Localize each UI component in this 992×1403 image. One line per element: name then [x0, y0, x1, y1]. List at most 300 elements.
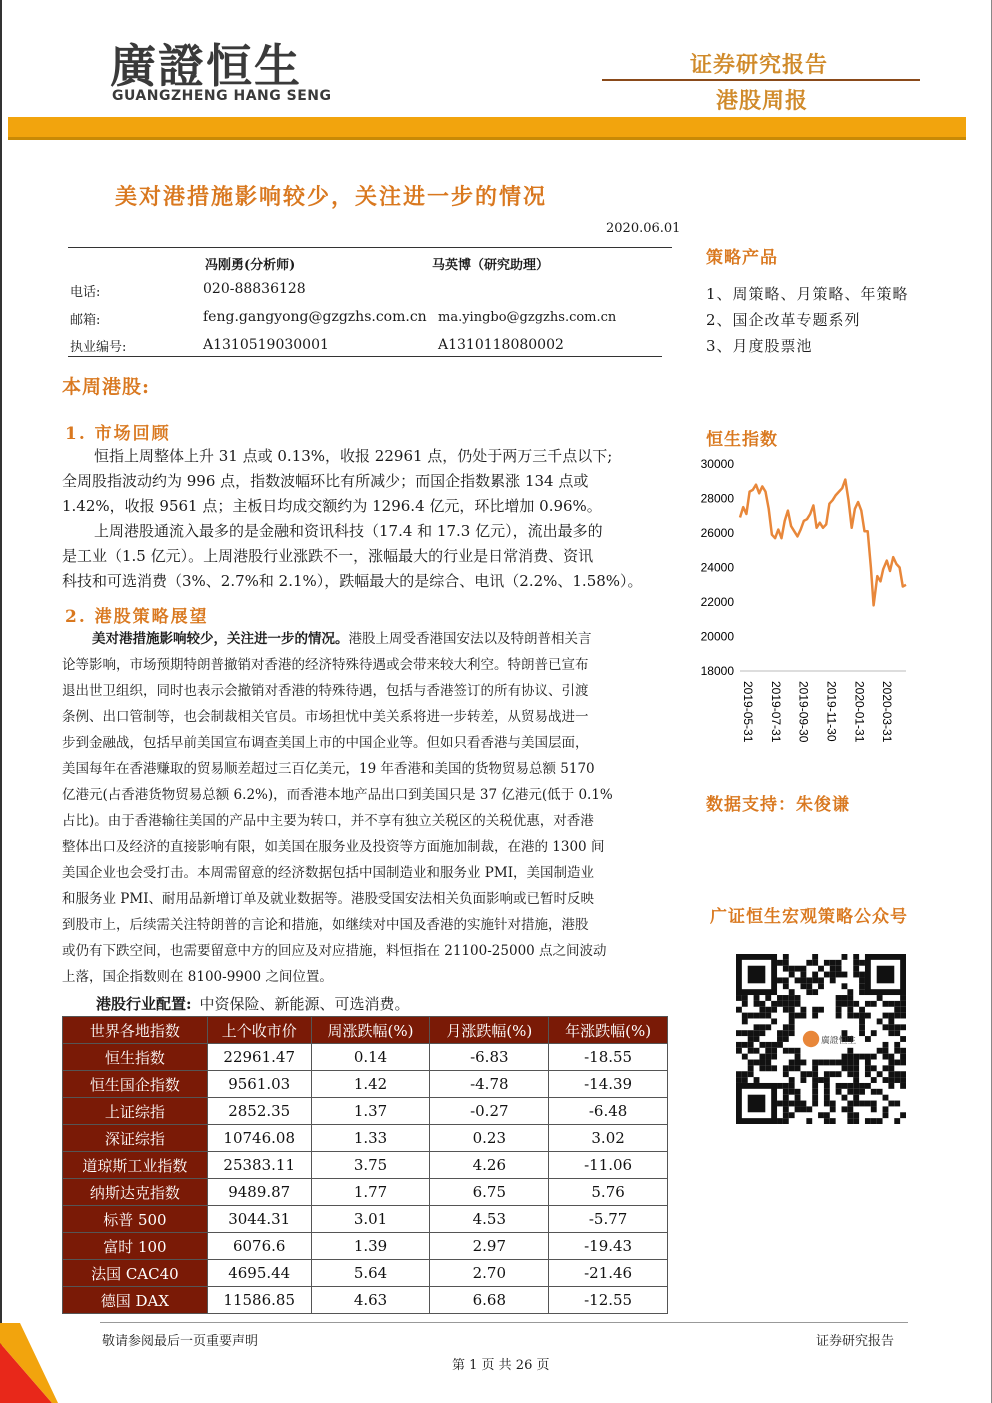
qr-module	[847, 1106, 853, 1112]
qr-module	[742, 1013, 748, 1019]
s2-line: 占比)。由于香港输往美国的产品中主要为转口，并不享有独立关税区的关税优惠，对香港	[62, 813, 594, 829]
qr-module	[847, 1001, 853, 1007]
qr-module	[859, 1013, 865, 1019]
qr-module	[800, 972, 806, 978]
qr-module	[830, 1106, 836, 1112]
s2-line: 条例、出口管制等，也会制裁相关官员。市场担忧中美关系将进一步转差，从贸易战进一	[62, 709, 589, 725]
qr-module	[894, 1001, 900, 1007]
qr-module	[754, 1001, 760, 1007]
qr-module	[742, 1077, 748, 1083]
qr-module	[859, 977, 865, 983]
email-value-2[interactable]: ma.yingbo@gzgzhs.com.cn	[438, 310, 617, 325]
qr-module	[888, 1065, 894, 1071]
qr-module	[818, 977, 824, 983]
qr-module	[754, 1048, 760, 1054]
data-support: 数据支持：朱俊谦	[706, 795, 850, 815]
qr-module	[795, 966, 801, 972]
qr-module	[842, 1095, 848, 1101]
qr-module	[777, 1042, 783, 1048]
index-value-cell: 4.53	[430, 1206, 549, 1233]
author-top-rule	[68, 247, 672, 248]
qr-module	[812, 1060, 818, 1066]
y-tick-label: 20000	[700, 629, 734, 644]
index-value-cell: 11586.85	[207, 1287, 311, 1314]
s2-line: 美国企业也会受打击。本周需留意的经济数据包括中国制造业和服务业 PMI，美国制造业	[62, 865, 595, 881]
qr-module	[783, 1118, 789, 1124]
index-name-cell: 富时 100	[63, 1233, 208, 1260]
qr-module	[818, 1077, 824, 1083]
qr-module	[806, 1118, 812, 1124]
x-tick-label: 2019-07-31	[768, 681, 783, 743]
author-bottom-rule	[68, 356, 662, 357]
qr-module	[742, 1054, 748, 1060]
qr-module	[888, 1101, 894, 1107]
qr-module	[888, 1054, 894, 1060]
qr-module	[742, 1042, 748, 1048]
qr-module	[783, 966, 789, 972]
qr-module	[759, 1042, 765, 1048]
qr-module	[795, 1048, 801, 1054]
table-row	[63, 1179, 668, 1206]
qr-module	[853, 1077, 859, 1083]
y-tick-label: 30000	[700, 457, 734, 471]
index-value-cell: 25383.11	[207, 1152, 311, 1179]
qr-module	[748, 1060, 754, 1066]
series-line	[740, 480, 906, 606]
qr-module	[783, 1048, 789, 1054]
qr-module	[836, 1071, 842, 1077]
qr-module	[842, 1060, 848, 1066]
qr-module	[883, 1048, 889, 1054]
qr-module	[789, 1077, 795, 1083]
qr-module	[842, 954, 848, 960]
qr-module	[883, 1095, 889, 1101]
qr-module	[888, 1071, 894, 1077]
s1-line: 上周港股通流入最多的是金融和资讯科技（17.4 和 17.3 亿元），流出最多的	[94, 522, 603, 540]
qr-module	[777, 960, 783, 966]
qr-module	[865, 1118, 871, 1124]
license-value-2: A1310118080002	[438, 337, 564, 353]
qr-module	[853, 1065, 859, 1071]
qr-module	[759, 1054, 765, 1060]
qr-module	[871, 1001, 877, 1007]
qr-module	[847, 1048, 853, 1054]
qr-module	[853, 972, 859, 978]
qr-module	[795, 1065, 801, 1071]
qr-module	[847, 995, 853, 1001]
y-tick-label: 18000	[700, 664, 734, 678]
qr-module	[783, 1095, 789, 1101]
qr-module	[853, 1101, 859, 1107]
qr-module	[789, 1065, 795, 1071]
qr-module	[859, 960, 865, 966]
x-tick-label: 2020-03-31	[880, 681, 895, 743]
index-value-cell: -11.06	[549, 1152, 668, 1179]
qr-module	[812, 977, 818, 983]
qr-module	[789, 1101, 795, 1107]
allocation-value: 中资保险、新能源、可选消费。	[199, 995, 410, 1013]
qr-module	[830, 1071, 836, 1077]
qr-module	[812, 1007, 818, 1013]
qr-module	[871, 1030, 877, 1036]
qr-module	[847, 1060, 853, 1066]
qr-module	[736, 995, 742, 1001]
week-heading: 本周港股:	[62, 376, 151, 398]
qr-module	[871, 1077, 877, 1083]
index-value-cell: -6.83	[430, 1044, 549, 1071]
x-tick-label: 2019-09-30	[796, 681, 811, 743]
qr-module	[777, 1118, 783, 1124]
product-item: 1、周策略、月策略、年策略	[706, 285, 909, 303]
qr-module	[877, 1071, 883, 1077]
qr-module	[742, 1030, 748, 1036]
report-date: 2020.06.01	[606, 221, 681, 236]
qr-module	[877, 995, 883, 1001]
qr-module	[847, 1071, 853, 1077]
table-row	[63, 1071, 668, 1098]
qr-module	[859, 1083, 865, 1089]
qr-module	[789, 1024, 795, 1030]
qr-module	[800, 983, 806, 989]
qr-module	[806, 960, 812, 966]
qr-module	[877, 1048, 883, 1054]
qr-module	[736, 1030, 742, 1036]
qr-module	[830, 1101, 836, 1107]
index-value-cell: 6.75	[430, 1179, 549, 1206]
qr-module	[853, 960, 859, 966]
qr-module	[853, 1083, 859, 1089]
qr-module	[824, 960, 830, 966]
index-value-cell: 2.70	[430, 1260, 549, 1287]
qr-module	[842, 1083, 848, 1089]
qr-module	[765, 995, 771, 1001]
qr-module	[771, 1001, 777, 1007]
qr-module	[842, 1106, 848, 1112]
qr-module	[847, 1101, 853, 1107]
qr-module	[783, 960, 789, 966]
header-divider	[602, 79, 920, 81]
qr-module	[824, 1118, 830, 1124]
qr-module	[877, 1118, 883, 1124]
qr-module	[748, 1030, 754, 1036]
qr-module	[824, 1101, 830, 1107]
qr-module	[818, 983, 824, 989]
qr-module	[748, 1036, 754, 1042]
qr-module	[777, 1030, 783, 1036]
qr-module	[836, 1089, 842, 1095]
qr-module	[795, 1060, 801, 1066]
qr-module	[783, 954, 789, 960]
qr-module	[865, 1060, 871, 1066]
qr-module	[783, 1036, 789, 1042]
qr-module	[853, 1071, 859, 1077]
qr-module	[888, 1013, 894, 1019]
qr-module	[800, 1071, 806, 1077]
qr-module	[765, 1007, 771, 1013]
qr-module	[865, 1013, 871, 1019]
qr-module	[783, 1112, 789, 1118]
qr-module	[847, 1118, 853, 1124]
index-value-cell: 4.63	[311, 1287, 430, 1314]
qr-module	[894, 1024, 900, 1030]
table-row	[63, 1125, 668, 1152]
qr-module	[888, 1077, 894, 1083]
qr-module	[847, 1007, 853, 1013]
qr-module	[877, 1018, 883, 1024]
qr-module	[754, 1024, 760, 1030]
qr-module	[795, 1001, 801, 1007]
qr-module	[812, 960, 818, 966]
qr-module	[771, 1018, 777, 1024]
index-value-cell: -19.43	[549, 1233, 668, 1260]
s2-line: 退出世卫组织，同时也表示会撤销对香港的特殊待遇，包括与香港签订的所有协议、引渡	[62, 683, 589, 699]
company-logo-text: 廣證恒生	[110, 39, 302, 93]
qr-module	[765, 1048, 771, 1054]
qr-module	[789, 1089, 795, 1095]
allocation-line	[96, 993, 410, 1014]
qr-module	[759, 1013, 765, 1019]
qr-module	[777, 1101, 783, 1107]
index-name-cell: 道琼斯工业指数	[63, 1152, 208, 1179]
qr-module	[853, 1112, 859, 1118]
qr-module	[888, 1060, 894, 1066]
qr-module	[777, 977, 783, 983]
qr-module	[742, 995, 748, 1001]
qr-module	[736, 1007, 742, 1013]
qr-module	[883, 1077, 889, 1083]
qr-module	[771, 1065, 777, 1071]
qr-module	[894, 1007, 900, 1013]
qr-module	[824, 1077, 830, 1083]
qr-code[interactable]	[736, 953, 906, 1125]
index-value-cell: 3.01	[311, 1206, 430, 1233]
qr-module	[789, 1018, 795, 1024]
qr-module	[783, 1065, 789, 1071]
qr-module	[812, 1077, 818, 1083]
index-value-cell: 4695.44	[207, 1260, 311, 1287]
qr-module	[800, 1106, 806, 1112]
qr-module	[830, 972, 836, 978]
qr-module	[842, 1065, 848, 1071]
index-value-cell: 4.26	[430, 1152, 549, 1179]
qr-module	[812, 1095, 818, 1101]
s1-line: 是工业（1.5 亿元）。上周港股行业涨跌不一，涨幅最大的行业是日常消费、资讯	[62, 547, 594, 565]
qr-module	[883, 1106, 889, 1112]
author-name-1: 冯刚勇(分析师)	[205, 258, 296, 273]
qr-module	[865, 1036, 871, 1042]
qr-module	[777, 995, 783, 1001]
qr-module	[818, 1007, 824, 1013]
qr-module	[818, 966, 824, 972]
s1-line: 恒指上周整体上升 31 点或 0.13%，收报 22961 点，仍处于两万三千点以下;	[94, 447, 613, 465]
qr-module	[900, 1060, 906, 1066]
qr-module	[888, 1030, 894, 1036]
qr-module	[836, 966, 842, 972]
qr-module	[842, 1001, 848, 1007]
s2-line: 美国每年在香港赚取的贸易顺差超过三百亿美元，19 年香港和美国的货物贸易总额 5170	[62, 761, 595, 777]
qr-module	[812, 972, 818, 978]
qr-module	[765, 1024, 771, 1030]
qr-module	[847, 1112, 853, 1118]
qr-module	[871, 1089, 877, 1095]
x-tick-label: 2020-01-31	[852, 681, 867, 743]
qr-module	[754, 1036, 760, 1042]
qr-module	[853, 1089, 859, 1095]
qr-module	[859, 1018, 865, 1024]
section-1-heading: 1. 市场回顾	[65, 424, 171, 444]
qr-module	[789, 995, 795, 1001]
qr-module	[900, 995, 906, 1001]
s2-line: 到股市上，后续需关注特朗普的言论和措施，如继续对中国及香港的实施针对措施，港股	[62, 917, 589, 933]
qr-module	[765, 1042, 771, 1048]
qr-module	[800, 1013, 806, 1019]
qr-module	[883, 1065, 889, 1071]
qr-module	[877, 1089, 883, 1095]
qr-module	[736, 1048, 742, 1054]
qr-module	[859, 989, 865, 995]
qr-module	[812, 1101, 818, 1107]
table-header-cell: 周涨跌幅(%)	[311, 1017, 430, 1044]
qr-module	[800, 977, 806, 983]
qr-module	[812, 1083, 818, 1089]
qr-module	[842, 1054, 848, 1060]
qr-module	[853, 1001, 859, 1007]
qr-module	[748, 1071, 754, 1077]
qr-module	[847, 1054, 853, 1060]
qr-module	[789, 1030, 795, 1036]
qr-module	[748, 1048, 754, 1054]
qr-module	[853, 1013, 859, 1019]
company-logo-english: GUANGZHENG HANG SENG	[112, 88, 332, 104]
table-row	[63, 1206, 668, 1233]
index-value-cell: 3.02	[549, 1125, 668, 1152]
qr-module	[865, 1065, 871, 1071]
qr-module	[824, 972, 830, 978]
qr-module	[900, 1048, 906, 1054]
index-name-cell: 法国 CAC40	[63, 1260, 208, 1287]
index-value-cell: -6.48	[549, 1098, 668, 1125]
qr-module	[789, 966, 795, 972]
qr-module	[754, 1060, 760, 1066]
qr-module	[777, 1083, 783, 1089]
qr-module	[859, 972, 865, 978]
qr-module	[818, 1112, 824, 1118]
qr-module	[795, 1106, 801, 1112]
qr-module	[783, 1089, 789, 1095]
qr-module	[765, 1060, 771, 1066]
qr-module	[748, 1042, 754, 1048]
qr-module	[742, 1001, 748, 1007]
qr-module	[783, 995, 789, 1001]
y-tick-label: 24000	[700, 560, 734, 575]
qr-module	[736, 1077, 742, 1083]
s2-line: 亿港元(占香港货物贸易总额 6.2%)，而香港本地产品出口到美国只是 37 亿港元(低于 0.1%	[62, 787, 613, 803]
qr-module	[759, 1065, 765, 1071]
report-title: 美对港措施影响较少，关注进一步的情况	[115, 184, 548, 210]
qr-module	[759, 1030, 765, 1036]
qr-module	[742, 1018, 748, 1024]
qr-module	[894, 1030, 900, 1036]
index-value-cell: 3.75	[311, 1152, 430, 1179]
table-row	[63, 1044, 668, 1071]
qr-module	[859, 1030, 865, 1036]
x-tick-label: 2019-11-30	[824, 681, 839, 742]
qr-module	[894, 1077, 900, 1083]
email-value-1[interactable]: feng.gangyong@gzgzhs.com.cn	[203, 309, 427, 325]
index-value-cell: 22961.47	[207, 1044, 311, 1071]
qr-module	[871, 1065, 877, 1071]
qr-module	[836, 960, 842, 966]
qr-module	[847, 989, 853, 995]
section-2-body	[62, 626, 674, 990]
index-table	[62, 1016, 668, 1314]
qr-module	[771, 1054, 777, 1060]
qr-module	[836, 1001, 842, 1007]
index-value-cell: 0.23	[430, 1125, 549, 1152]
index-value-cell: 0.14	[311, 1044, 430, 1071]
qr-module	[806, 977, 812, 983]
qr-module	[900, 1112, 906, 1118]
qr-module	[859, 1089, 865, 1095]
qr-module	[853, 966, 859, 972]
index-value-cell: 1.33	[311, 1125, 430, 1152]
footer-disclaimer[interactable]: 敬请参阅最后一页重要声明	[102, 1334, 259, 1349]
qr-module	[812, 1013, 818, 1019]
s2-line: 上落，国企指数则在 8100-9900 之间位置。	[62, 969, 333, 985]
qr-module	[824, 1095, 830, 1101]
index-value-cell: 6076.6	[207, 1233, 311, 1260]
qr-module	[900, 1036, 906, 1042]
qr-module	[900, 1077, 906, 1083]
index-value-cell: -12.55	[549, 1287, 668, 1314]
qr-module	[900, 1071, 906, 1077]
qr-module	[900, 1083, 906, 1089]
qr-module	[759, 1060, 765, 1066]
qr-module	[789, 1007, 795, 1013]
qr-module	[771, 1048, 777, 1054]
qr-module	[795, 977, 801, 983]
qr-module	[783, 1024, 789, 1030]
table-header-cell: 上个收市价	[207, 1017, 311, 1044]
table-header-cell: 世界各地指数	[63, 1017, 208, 1044]
s2-line: 整体出口及经济的直接影响有限，如美国在服务业及投资等方面施加制裁，在港的 1300 间	[62, 839, 605, 855]
index-name-cell: 深证综指	[63, 1125, 208, 1152]
qr-module	[824, 1083, 830, 1089]
qr-module	[836, 972, 842, 978]
qr-module	[789, 1001, 795, 1007]
table-row	[63, 1287, 668, 1314]
qr-module	[900, 1013, 906, 1019]
qr-module	[830, 1118, 836, 1124]
table-row	[63, 1098, 668, 1125]
qr-module	[754, 1077, 760, 1083]
phone-label: 电话:	[70, 285, 101, 300]
qr-module	[771, 1007, 777, 1013]
qr-module	[765, 1054, 771, 1060]
qr-module	[830, 977, 836, 983]
qr-module	[789, 1112, 795, 1118]
qr-module	[800, 1007, 806, 1013]
qr-module	[888, 1018, 894, 1024]
qr-module	[888, 1083, 894, 1089]
y-tick-label: 26000	[700, 526, 734, 540]
qr-module	[836, 1060, 842, 1066]
index-name-cell: 德国 DAX	[63, 1287, 208, 1314]
qr-module	[789, 972, 795, 978]
index-value-cell: 1.37	[311, 1098, 430, 1125]
qr-module	[765, 1065, 771, 1071]
s2-line: 和服务业 PMI、耐用品新增订单及就业数据等。港股受国安法相关负面影响或已暂时反映	[62, 891, 595, 907]
